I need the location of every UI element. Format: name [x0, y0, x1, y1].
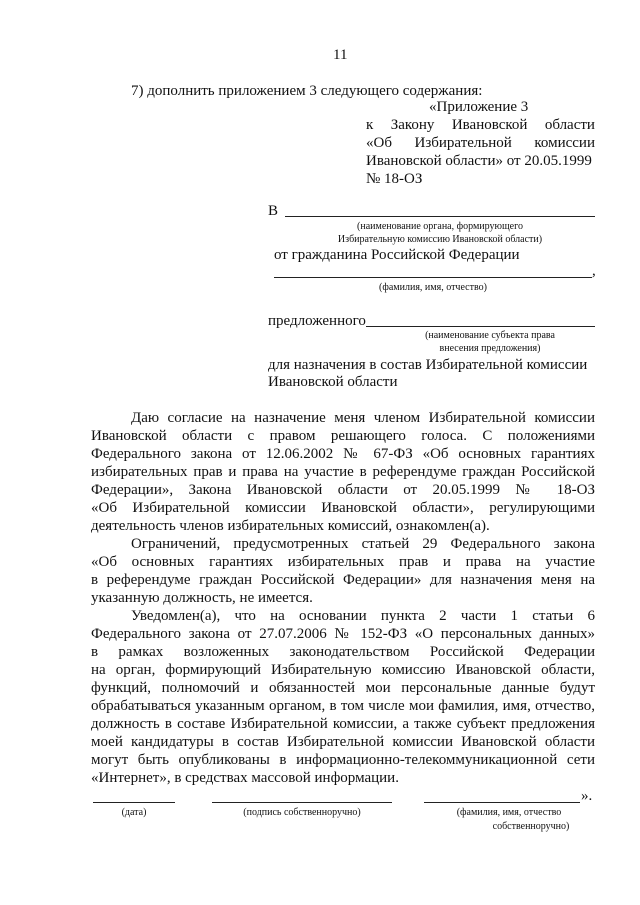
- citizen-comma: ,: [592, 263, 596, 279]
- organ-caption-2: Избирательную комиссию Ивановской области): [337, 234, 543, 245]
- citizen-name-caption: (фамилия, имя, отчество): [379, 282, 487, 293]
- appendix-law-line: к Закону Ивановской области: [366, 117, 595, 133]
- p3-line: Федерального закона от 27.07.2006 № 152-ФЗ «О персональных данных»: [91, 626, 595, 642]
- p2-line: Ограничений, предусмотренных статьей 29 Федерального закона: [131, 536, 595, 552]
- p1-line: Федерации», Закона Ивановской области от 20.05.1999 № 18-ОЗ: [91, 482, 595, 498]
- p3-line: обрабатываться указанным органом, в том числе мои фамилия, имя, отчество,: [91, 698, 595, 714]
- p3-line: функций, полномочий и обязанностей мои персональные данные будут: [91, 680, 595, 696]
- from-citizen: от гражданина Российской Федерации: [274, 247, 520, 263]
- full-name-caption-2: собственноручно): [492, 821, 570, 832]
- signature-line: [212, 802, 392, 803]
- full-name-line: [424, 802, 580, 803]
- p3-line: Уведомлен(а), что на основании пункта 2 части 1 статьи 6: [131, 608, 595, 624]
- p3-line-last: «Интернет», в средствах массовой информации.: [91, 770, 399, 786]
- citizen-name-line: [274, 277, 592, 278]
- p1-line-last: деятельность членов избирательных комиссий, ознакомлен(а).: [91, 518, 490, 534]
- organ-caption-1: (наименование органа, формирующего: [357, 221, 523, 232]
- p1-line: избирательных прав и права на участие в референдуме граждан Российской: [91, 464, 595, 480]
- proposer-caption-2: внесения предложения): [439, 343, 541, 354]
- closing-quote: ».: [581, 788, 593, 804]
- p2-line-last: указанную должность, не имеется.: [91, 590, 313, 606]
- date-caption: (дата): [121, 807, 147, 818]
- p1-line: Ивановской области с правом решающего голоса. С положениями: [91, 428, 595, 444]
- amendment-intro: 7) дополнить приложением 3 следующего содержания:: [131, 83, 483, 99]
- p1-line: «Об Избирательной комиссии Ивановской области», регулирующими: [91, 500, 595, 516]
- p3-line: моей кандидатуры в состав Избирательной комиссии Ивановской области: [91, 734, 595, 750]
- p3-line: должность в составе Избирательной комиссии, а также субъект предложения: [91, 716, 595, 732]
- appendix-title: «Приложение 3: [429, 99, 529, 115]
- p2-line: в референдуме граждан Российской Федерации» для назначения меня на: [91, 572, 595, 588]
- p2-line: «Об основных гарантиях избирательных прав и права на участие: [91, 554, 595, 570]
- page-number: 11: [333, 47, 348, 63]
- proposed-by-label: предложенного: [268, 313, 366, 329]
- purpose-line-2: Ивановской области: [268, 374, 398, 390]
- signature-caption: (подпись собственноручно): [243, 807, 361, 818]
- appendix-number-line: № 18-ОЗ: [366, 171, 423, 187]
- date-line: [93, 802, 175, 803]
- p3-line: на орган, формирующий Избирательную комиссию Ивановской области,: [91, 662, 595, 678]
- appendix-commission-line: «Об Избирательной комиссии: [366, 135, 595, 151]
- appendix-date-line: Ивановской области» от 20.05.1999: [366, 153, 592, 169]
- p3-line: могут быть опубликованы в информационно-телекоммуникационной сети: [91, 752, 595, 768]
- proposer-line: [366, 326, 595, 327]
- p3-line: в рамках возложенных законодательством Российской Федерации: [91, 644, 595, 660]
- p1-line: Даю согласие на назначение меня членом Избирательной комиссии: [131, 410, 595, 426]
- p1-line: Федерального закона от 12.06.2002 № 67-ФЗ «Об основных гарантиях: [91, 446, 595, 462]
- full-name-caption-1: (фамилия, имя, отчество: [456, 807, 562, 818]
- organ-line: [285, 216, 595, 217]
- to-prefix: В: [268, 203, 279, 219]
- purpose-line-1: для назначения в состав Избирательной комиссии: [268, 357, 588, 373]
- proposer-caption-1: (наименование субъекта права: [425, 330, 555, 341]
